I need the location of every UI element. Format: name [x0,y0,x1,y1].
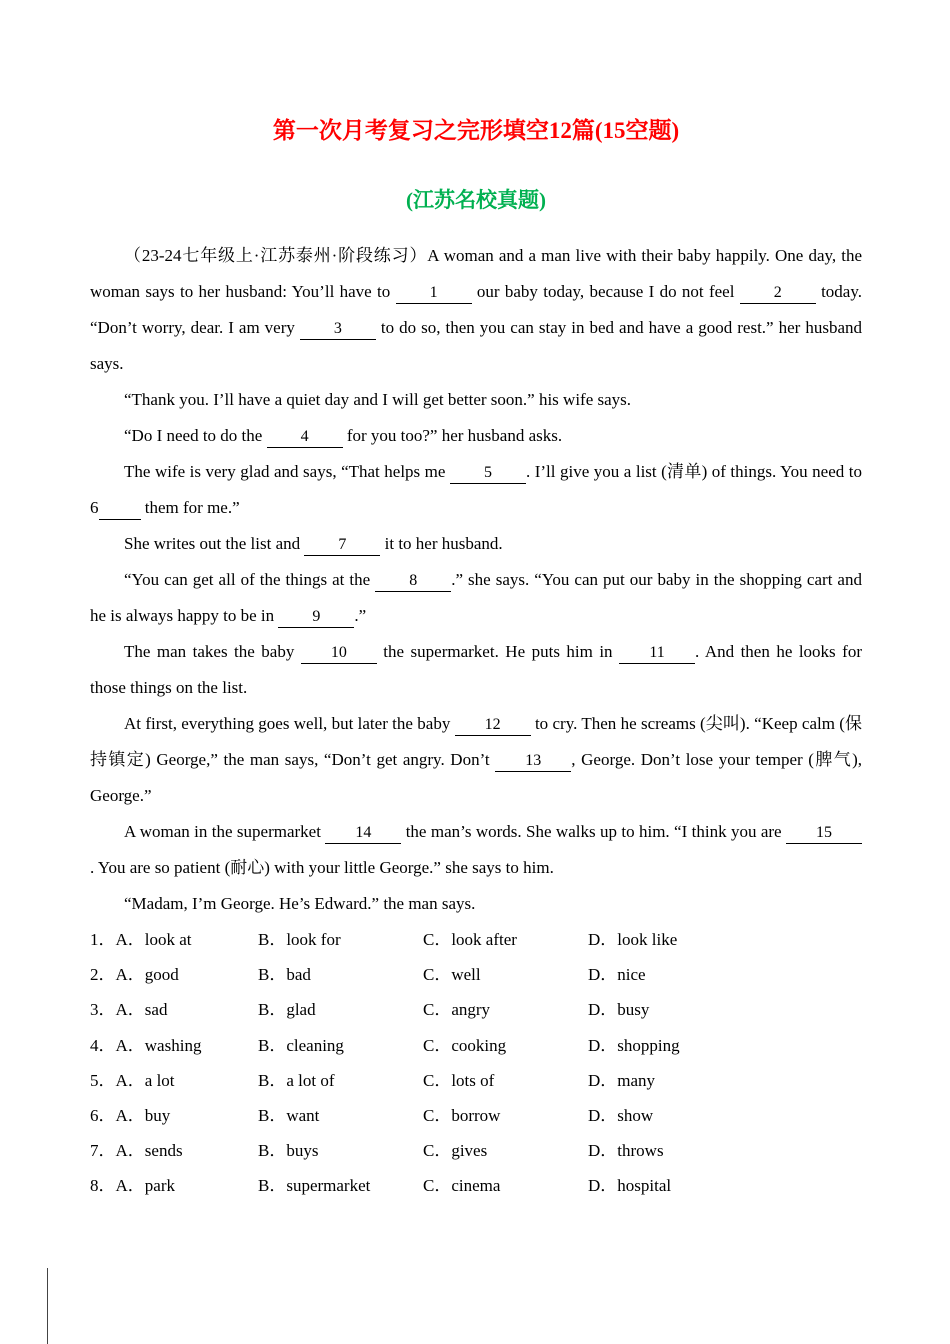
cloze-blank-12: 12 [455,714,531,736]
passage-paragraph: The man takes the baby 10 the supermarket. He puts him in 11 . And then he looks for those things on the list. [90,642,862,697]
passage [90,238,862,922]
passage-paragraph: “Do I need to do the 4 for you too?” her husband asks. [90,418,862,454]
option-row-3 [90,992,862,1027]
option-row-2 [90,957,862,992]
option-5-C: C．lots of [423,1070,495,1090]
passage-paragraph: She writes out the list and 7 it to her husband. [90,526,862,562]
option-7-D: D．throws [588,1141,664,1161]
passage-paragraph: A woman in the supermarket 14 the man’s words. She walks up to him. “I think you are 15. You are so patient (耐心) with your little George.” she says to him. [90,814,862,886]
passage-paragraph: “Thank you. I’ll have a quiet day and I will get better soon.” his wife says. [124,390,632,409]
option-4-B: B．cleaning [258,1035,344,1055]
page-margin-line [47,1268,48,1344]
option-2-A: 2．A．good [90,965,179,985]
option-row-1 [90,922,862,957]
cloze-blank-5: 5 [450,462,526,484]
option-5-D: D．many [588,1070,656,1090]
option-6-D: D．show [588,1106,654,1126]
passage-paragraph: At first, everything goes well, but later the baby 12 to cry. Then he screams (尖叫). “Keep calm (保持镇定) George,” the man says, “Don’t get angry. Don’t 13 , George. Don’t lose your temper (脾气), George.” [90,714,862,805]
passage-paragraph: “Madam, I’m George. He’s Edward.” the man says. [124,894,476,913]
options-list [90,922,862,1204]
option-6-A: 6．A．buy [90,1106,171,1126]
cloze-blank-1: 1 [396,282,472,304]
passage-paragraph: （23-24七年级上·江苏泰州·阶段练习）A woman and a man live with their baby happily. One day, the woman says to her husband: You’ll have to 1 our baby today, because I do not feel 2 today. “Don’t worry, dear. I am very 3 to do so, then you can stay in bed and have a good rest.” her husband says. [90,246,862,373]
passage-paragraph: The wife is very glad and says, “That helps me 5 . I’ll give you a list (清单) of things. You need to 6 them for me.” [90,454,862,526]
cloze-blank-6 [99,498,141,520]
option-row-4 [90,1028,862,1063]
cloze-blank-3: 3 [300,318,376,340]
cloze-blank-10: 10 [301,642,377,664]
option-4-A: 4．A．washing [90,1035,202,1055]
cloze-blank-7: 7 [304,534,380,556]
option-7-B: B．buys [258,1141,319,1161]
cloze-blank-4: 4 [267,426,343,448]
document-subtitle: (江苏名校真题) [406,188,546,212]
option-6-C: C．borrow [423,1106,501,1126]
option-4-C: C．cooking [423,1035,507,1055]
option-1-C: C．look after [423,930,517,949]
option-4-D: D．shopping [588,1035,680,1055]
cloze-blank-11: 11 [619,642,695,664]
cloze-blank-13: 13 [495,750,571,772]
option-1-D: D．look like [588,930,678,949]
document-title: 第一次月考复习之完形填空12篇(15空题) [272,118,680,143]
option-8-A: 8．A．park [90,1176,175,1196]
option-8-B: B．supermarket [258,1176,371,1196]
option-3-B: B．glad [258,1000,316,1020]
option-row-8 [90,1168,862,1203]
option-2-C: C．well [423,965,481,985]
option-8-C: C．cinema [423,1176,501,1196]
option-row-6 [90,1098,862,1133]
option-7-A: 7．A．sends [90,1141,183,1161]
option-row-5 [90,1063,862,1098]
option-row-7 [90,1133,862,1168]
option-6-B: B．want [258,1106,320,1126]
blank-number: 6 [90,498,99,517]
cloze-blank-9: 9 [278,606,354,628]
cloze-blank-14: 14 [325,822,401,844]
option-1-B: B．look for [258,930,341,949]
passage-paragraph: “You can get all of the things at the 8 .” she says. “You can put our baby in the shopping cart and he is always happy to be in 9 .” [90,562,862,634]
option-3-A: 3．A．sad [90,1000,168,1020]
cloze-blank-8: 8 [375,570,451,592]
cloze-blank-2: 2 [740,282,816,304]
cloze-blank-15: 15 [786,822,862,844]
option-5-B: B．a lot of [258,1070,335,1090]
option-7-C: C．gives [423,1141,488,1161]
option-3-D: D．busy [588,1000,650,1020]
option-5-A: 5．A．a lot [90,1070,175,1090]
option-8-D: D．hospital [588,1176,672,1196]
option-2-D: D．nice [588,965,646,985]
option-1-A: 1．A．look at [90,930,192,949]
option-2-B: B．bad [258,965,311,985]
option-3-C: C．angry [423,1000,491,1020]
